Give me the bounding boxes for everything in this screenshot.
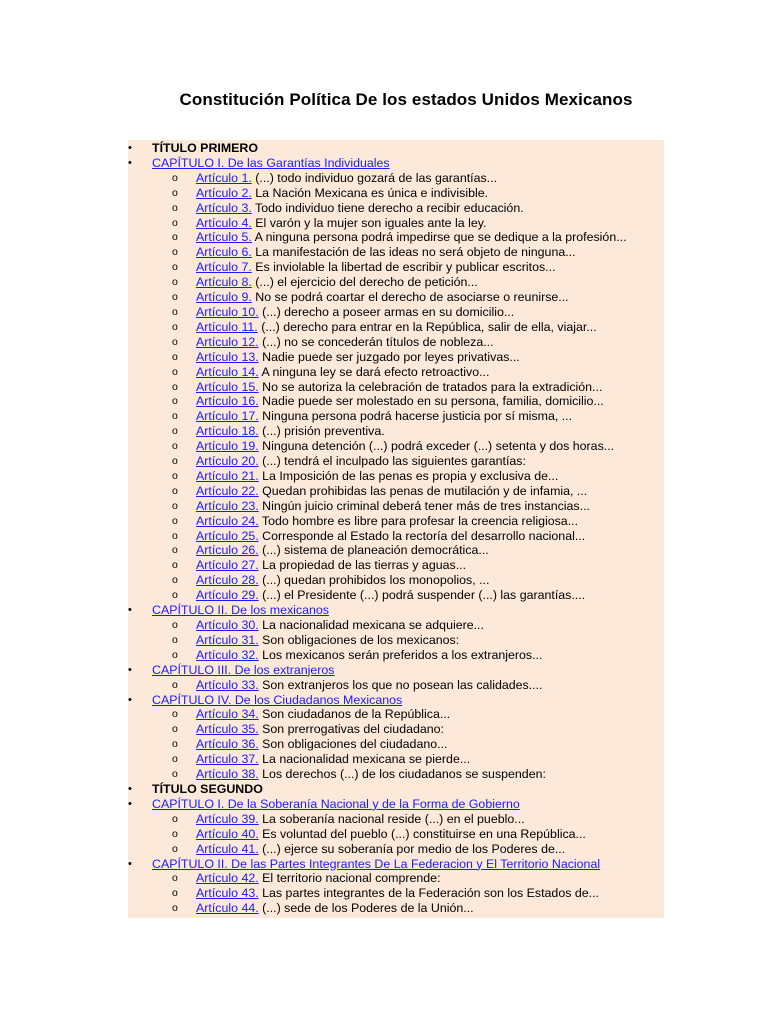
article-entry: [196, 737, 447, 752]
article-summary: Las partes integrantes de la Federación son los Estados de...: [262, 886, 599, 901]
sub-bullet-icon: o: [172, 365, 178, 378]
sub-bullet-icon: o: [172, 186, 178, 199]
article-summary: El varón y la mujer son iguales ante la ley.: [255, 215, 487, 230]
sub-bullet-icon: o: [172, 231, 178, 244]
article-summary: La Imposición de las penas es propia y exclusiva de...: [262, 468, 559, 483]
sub-bullet-icon: o: [172, 261, 178, 274]
sub-bullet-icon: o: [172, 589, 178, 602]
bullet-icon: •: [128, 156, 132, 169]
sub-bullet-icon: o: [172, 723, 178, 736]
article-item: [128, 767, 664, 782]
article-summary: Ninguna persona podrá hacerse justicia por sí misma, ...: [262, 409, 573, 424]
article-summary: Es voluntad del pueblo (...) constituirse en una República...: [262, 826, 586, 841]
sub-bullet-icon: o: [172, 410, 178, 423]
sub-bullet-icon: o: [172, 529, 178, 542]
article-item: [128, 543, 664, 558]
chapter-item: [128, 603, 664, 618]
article-link[interactable]: Artículo 33.: [196, 677, 259, 692]
article-item: [128, 484, 664, 499]
article-item: [128, 588, 664, 603]
chapter-link[interactable]: CAPÍTULO II. De las Partes Integrantes De La Federacion y El Territorio Nacional: [152, 856, 601, 871]
article-link[interactable]: Artículo 21.: [196, 468, 259, 483]
article-entry: [196, 812, 525, 827]
sub-bullet-icon: o: [172, 276, 178, 289]
article-entry: [196, 871, 441, 886]
article-item: [128, 886, 664, 901]
article-entry: [196, 573, 489, 588]
sub-bullet-icon: o: [172, 827, 178, 840]
title-heading: TÍTULO PRIMERO: [152, 141, 259, 155]
article-entry: [196, 230, 627, 245]
article-summary: Todo individuo tiene derecho a recibir educación.: [255, 200, 524, 215]
article-summary: Nadie puede ser molestado en su persona, familia, domicilio...: [262, 394, 604, 409]
chapter-entry: [152, 603, 329, 618]
article-link[interactable]: Artículo 27.: [196, 558, 259, 573]
sub-bullet-icon: o: [172, 544, 178, 557]
article-item: [128, 871, 664, 886]
article-link[interactable]: Artículo 28.: [196, 573, 259, 588]
sub-bullet-icon: o: [172, 440, 178, 453]
article-link[interactable]: Artículo 29.: [196, 588, 259, 603]
article-link[interactable]: Artículo 34.: [196, 707, 259, 722]
article-item: [128, 633, 664, 648]
article-summary: (...) el Presidente (...) podrá suspender (...) las garantías....: [262, 588, 586, 603]
bullet-icon: •: [128, 857, 132, 870]
article-item: [128, 394, 664, 409]
article-summary: Corresponde al Estado la rectoría del desarrollo nacional...: [262, 528, 586, 543]
article-summary: (...) tendrá el inculpado las siguientes garantías:: [262, 454, 526, 469]
article-summary: No se podrá coartar el derecho de asociarse o reunirse...: [255, 290, 569, 305]
article-entry: [196, 543, 489, 558]
article-entry: [196, 320, 597, 335]
article-summary: (...) sistema de planeación democrática...: [262, 543, 489, 558]
bullet-icon: •: [128, 604, 132, 617]
sub-bullet-icon: o: [172, 738, 178, 751]
sub-bullet-icon: o: [172, 633, 178, 646]
article-link[interactable]: Artículo 16.: [196, 394, 259, 409]
article-entry: [196, 186, 488, 201]
article-item: [128, 260, 664, 275]
chapter-link[interactable]: CAPÍTULO II. De los mexicanos: [152, 603, 329, 618]
article-entry: [196, 648, 542, 663]
article-item: [128, 901, 664, 916]
article-summary: Quedan prohibidas las penas de mutilación y de infamia, ...: [262, 483, 588, 498]
article-link[interactable]: Artículo 13.: [196, 349, 259, 364]
article-entry: [196, 558, 466, 573]
sub-bullet-icon: o: [172, 678, 178, 691]
article-link[interactable]: Artículo 20.: [196, 454, 259, 469]
article-summary: El territorio nacional comprende:: [262, 871, 441, 886]
article-entry: [196, 350, 520, 365]
article-item: [128, 514, 664, 529]
bullet-icon: •: [128, 663, 132, 676]
bullet-icon: •: [128, 142, 132, 154]
article-link[interactable]: Artículo 38.: [196, 767, 259, 782]
article-link[interactable]: Artículo 11.: [196, 319, 258, 334]
article-summary: A ninguna ley se dará efecto retroactivo...: [261, 364, 490, 379]
article-summary: Los derechos (...) de los ciudadanos se suspenden:: [262, 767, 546, 782]
article-item: [128, 752, 664, 767]
sub-bullet-icon: o: [172, 499, 178, 512]
sub-bullet-icon: o: [172, 425, 178, 438]
article-summary: Son obligaciones del ciudadano...: [262, 737, 448, 752]
article-link[interactable]: Artículo 39.: [196, 811, 259, 826]
sub-bullet-icon: o: [172, 320, 178, 333]
article-link[interactable]: Artículo 32.: [196, 647, 259, 662]
article-link[interactable]: Artículo 3.: [196, 200, 252, 215]
article-link[interactable]: Artículo 18.: [196, 424, 259, 439]
article-entry: [196, 260, 556, 275]
article-link[interactable]: Artículo 31.: [196, 632, 259, 647]
sub-bullet-icon: o: [172, 812, 178, 825]
article-link[interactable]: Artículo 44.: [196, 901, 259, 916]
article-item: [128, 707, 664, 722]
chapter-entry: [152, 156, 390, 171]
article-item: [128, 469, 664, 484]
article-entry: [196, 171, 497, 186]
page-title: Constitución Política De los estados Unidos Mexicanos: [179, 90, 633, 109]
article-summary: La soberanía nacional reside (...) en el pueblo...: [262, 811, 525, 826]
article-link[interactable]: Artículo 30.: [196, 618, 259, 632]
article-summary: (...) ejerce su soberanía por medio de los Poderes de...: [262, 841, 566, 856]
article-link[interactable]: Artículo 24.: [196, 513, 259, 528]
chapter-entry: [152, 693, 402, 708]
article-item: [128, 529, 664, 544]
article-item: [128, 350, 664, 365]
article-entry: [196, 618, 484, 633]
article-link[interactable]: Artículo 25.: [196, 528, 259, 543]
article-item: [128, 230, 664, 245]
sub-bullet-icon: o: [172, 171, 178, 184]
article-entry: [196, 529, 585, 544]
article-item: [128, 573, 664, 588]
article-entry: [196, 305, 514, 320]
article-link[interactable]: Artículo 41.: [196, 841, 259, 856]
chapter-entry: [152, 663, 334, 678]
article-item: [128, 409, 664, 424]
article-summary: Nadie puede ser juzgado por leyes privativas...: [262, 349, 520, 364]
article-item: [128, 678, 664, 693]
article-link[interactable]: Artículo 43.: [196, 886, 259, 901]
sub-bullet-icon: o: [172, 216, 178, 229]
article-item: [128, 201, 664, 216]
article-link[interactable]: Artículo 12.: [196, 334, 259, 349]
article-summary: (...) derecho a poseer armas en su domicilio...: [262, 304, 515, 319]
article-summary: (...) sede de los Poderes de la Unión...: [262, 901, 474, 916]
article-item: [128, 335, 664, 350]
article-summary: Son ciudadanos de la República...: [262, 707, 451, 722]
article-entry: [196, 499, 590, 514]
sub-bullet-icon: o: [172, 335, 178, 348]
chapter-item: [128, 857, 664, 872]
article-item: [128, 380, 664, 395]
chapter-item: [128, 663, 664, 678]
article-summary: (...) no se concederán títulos de nobleza...: [262, 334, 494, 349]
article-entry: [196, 901, 474, 916]
article-link[interactable]: Artículo 23.: [196, 498, 259, 513]
article-summary: La propiedad de las tierras y aguas...: [262, 558, 467, 573]
title-heading-item: [128, 782, 664, 797]
article-entry: [196, 514, 578, 529]
article-item: [128, 722, 664, 737]
article-summary: (...) todo individuo gozará de las garantías...: [255, 170, 498, 185]
chapter-link[interactable]: CAPÍTULO IV. De los Ciudadanos Mexicanos: [152, 692, 403, 707]
article-summary: (...) prisión preventiva.: [262, 424, 385, 439]
article-summary: (...) el ejercicio del derecho de petición...: [255, 275, 478, 290]
sub-bullet-icon: o: [172, 469, 178, 482]
article-summary: La manifestación de las ideas no será objeto de ninguna...: [255, 245, 576, 260]
sub-bullet-icon: o: [172, 514, 178, 527]
article-entry: [196, 707, 450, 722]
article-entry: [196, 886, 599, 901]
article-item: [128, 439, 664, 454]
article-summary: La nacionalidad mexicana se pierde...: [262, 752, 471, 767]
article-item: [128, 305, 664, 320]
article-link[interactable]: Artículo 6.: [196, 245, 252, 260]
sub-bullet-icon: o: [172, 753, 178, 766]
article-entry: [196, 275, 478, 290]
sub-bullet-icon: o: [172, 708, 178, 721]
sub-bullet-icon: o: [172, 902, 178, 915]
table-of-contents: [128, 140, 664, 918]
article-item: [128, 827, 664, 842]
title-heading-item: [128, 141, 664, 156]
article-entry: [196, 439, 614, 454]
article-link[interactable]: Artículo 37.: [196, 752, 259, 767]
article-summary: A ninguna persona podrá impedirse que se dedique a la profesión...: [254, 230, 627, 245]
article-entry: [196, 394, 604, 409]
article-entry: [196, 409, 572, 424]
article-entry: [196, 484, 587, 499]
article-entry: [196, 722, 444, 737]
article-item: [128, 499, 664, 514]
article-item: [128, 275, 664, 290]
article-entry: [196, 245, 576, 260]
article-link[interactable]: Artículo 22.: [196, 483, 259, 498]
article-entry: [196, 380, 602, 395]
article-summary: Ningún juicio criminal deberá tener más de tres instancias...: [262, 498, 590, 513]
article-link[interactable]: Artículo 8.: [196, 275, 252, 290]
bullet-icon: •: [128, 693, 132, 706]
article-item: [128, 320, 664, 335]
article-link[interactable]: Artículo 9.: [196, 290, 252, 305]
chapter-entry: [152, 857, 600, 872]
article-entry: [196, 827, 586, 842]
article-entry: [196, 290, 569, 305]
chapter-link[interactable]: CAPÍTULO I. De las Garantías Individuales: [152, 155, 390, 170]
chapter-item: [128, 693, 664, 708]
article-link[interactable]: Artículo 1.: [196, 170, 252, 185]
article-summary: Ninguna detención (...) podrá exceder (...) setenta y dos horas...: [262, 439, 615, 454]
article-link[interactable]: Artículo 17.: [196, 409, 259, 424]
sub-bullet-icon: o: [172, 455, 178, 468]
sub-bullet-icon: o: [172, 380, 178, 393]
article-summary: Son obligaciones de los mexicanos:: [262, 632, 460, 647]
article-entry: [196, 767, 546, 782]
article-link[interactable]: Artículo 40.: [196, 826, 259, 841]
sub-bullet-icon: o: [172, 619, 178, 631]
chapter-link[interactable]: CAPÍTULO III. De los extranjeros: [152, 662, 335, 677]
sub-bullet-icon: o: [172, 201, 178, 214]
article-item: [128, 245, 664, 260]
article-item: [128, 737, 664, 752]
article-item: [128, 186, 664, 201]
title-heading: TÍTULO SEGUNDO: [152, 781, 263, 796]
article-summary: (...) derecho para entrar en la República, salir de ella, viajar...: [261, 319, 597, 334]
chapter-link[interactable]: CAPÍTULO I. De la Soberanía Nacional y de la Forma de Gobierno: [152, 796, 520, 811]
article-entry: [196, 454, 526, 469]
article-link[interactable]: Artículo 2.: [196, 185, 252, 200]
sub-bullet-icon: o: [172, 648, 178, 661]
article-entry: [196, 365, 489, 380]
article-item: [128, 171, 664, 186]
article-link[interactable]: Artículo 7.: [196, 260, 252, 275]
article-summary: Son extranjeros los que no posean las calidades....: [262, 677, 543, 692]
article-item: [128, 216, 664, 231]
chapter-entry: [152, 797, 520, 812]
article-item: [128, 290, 664, 305]
bullet-icon: •: [128, 782, 132, 795]
article-item: [128, 365, 664, 380]
article-item: [128, 842, 664, 857]
sub-bullet-icon: o: [172, 872, 178, 885]
sub-bullet-icon: o: [172, 574, 178, 587]
article-item: [128, 454, 664, 469]
sub-bullet-icon: o: [172, 350, 178, 363]
article-entry: [196, 469, 558, 484]
article-link[interactable]: Artículo 19.: [196, 439, 259, 454]
sub-bullet-icon: o: [172, 768, 178, 781]
sub-bullet-icon: o: [172, 484, 178, 497]
article-summary: No se autoriza la celebración de tratados para la extradición...: [262, 379, 603, 394]
article-link[interactable]: Artículo 14.: [196, 364, 259, 379]
sub-bullet-icon: o: [172, 246, 178, 259]
article-item: [128, 424, 664, 439]
article-summary: Es inviolable la libertad de escribir y publicar escritos...: [255, 260, 556, 275]
article-item: [128, 812, 664, 827]
sub-bullet-icon: o: [172, 842, 178, 855]
article-entry: [196, 588, 585, 603]
sub-bullet-icon: o: [172, 559, 178, 572]
article-entry: [196, 752, 470, 767]
article-summary: (...) quedan prohibidos los monopolios, ...: [262, 573, 490, 588]
article-link[interactable]: Artículo 15.: [196, 379, 259, 394]
chapter-item: [128, 156, 664, 171]
article-entry: [196, 842, 565, 857]
article-link[interactable]: Artículo 35.: [196, 722, 259, 737]
sub-bullet-icon: o: [172, 291, 178, 304]
article-link[interactable]: Artículo 42.: [196, 871, 259, 886]
article-summary: Todo hombre es libre para profesar la creencia religiosa...: [261, 513, 579, 528]
article-entry: [196, 335, 494, 350]
article-entry: [196, 216, 486, 231]
article-item: [128, 618, 664, 633]
article-item: [128, 558, 664, 573]
article-summary: La Nación Mexicana es única e indivisible.: [255, 185, 489, 200]
article-entry: [196, 678, 543, 693]
sub-bullet-icon: o: [172, 887, 178, 900]
article-item: [128, 648, 664, 663]
article-entry: [196, 633, 459, 648]
chapter-item: [128, 797, 664, 812]
article-link[interactable]: Artículo 36.: [196, 737, 259, 752]
article-link[interactable]: Artículo 5.: [196, 230, 252, 245]
article-link[interactable]: Artículo 26.: [196, 543, 259, 558]
article-summary: Son prerrogativas del ciudadano:: [262, 722, 444, 737]
article-entry: [196, 201, 524, 216]
sub-bullet-icon: o: [172, 395, 178, 408]
bullet-icon: •: [128, 797, 132, 810]
article-link[interactable]: Artículo 4.: [196, 215, 252, 230]
sub-bullet-icon: o: [172, 305, 178, 318]
article-summary: La nacionalidad mexicana se adquiere...: [262, 618, 484, 632]
article-summary: Los mexicanos serán preferidos a los extranjeros...: [262, 647, 543, 662]
article-link[interactable]: Artículo 10.: [196, 304, 259, 319]
article-entry: [196, 424, 385, 439]
